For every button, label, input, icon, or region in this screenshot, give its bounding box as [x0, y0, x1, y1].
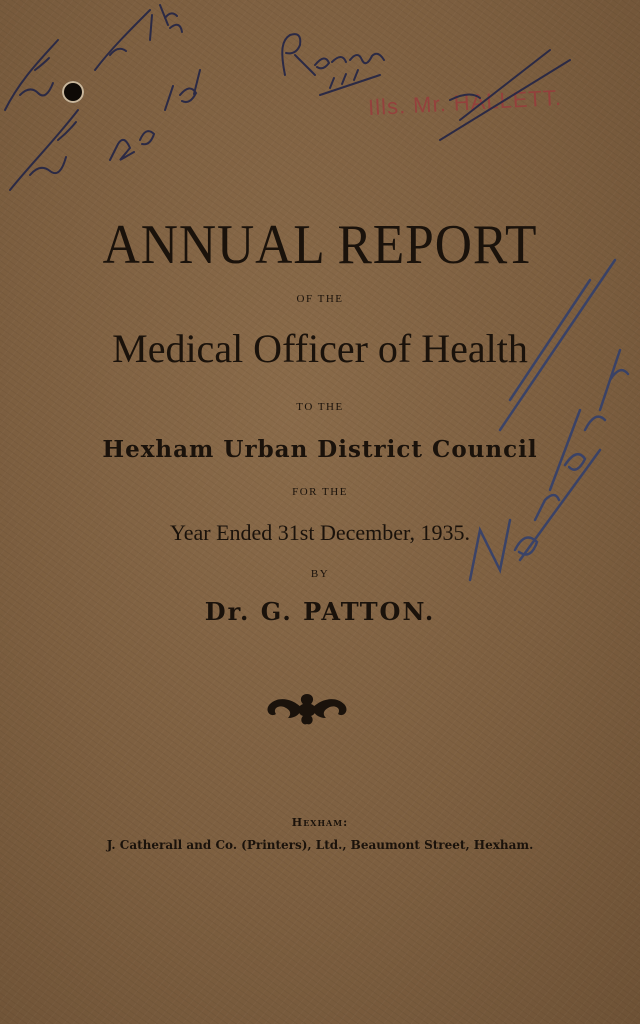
council-name: Hexham Urban District Council	[102, 436, 538, 463]
pencil-strike-top-right	[430, 40, 580, 150]
report-title: ANNUAL REPORT	[102, 214, 538, 276]
publisher-line: J. Catherall and Co. (Printers), Ltd., Beaumont Street, Hexham.	[106, 838, 534, 852]
publisher-place: Hexham:	[291, 816, 349, 829]
to-the-label: TO THE	[296, 401, 344, 413]
handwritten-note-top-left	[0, 0, 220, 210]
hallett-stamp: Ills. Mr. HALLETT.	[367, 84, 563, 121]
ornament-icon	[262, 688, 352, 728]
for-the-label: FOR THE	[292, 486, 348, 498]
report-year: Year Ended 31st December, 1935.	[170, 520, 470, 545]
author-name: Dr. G. PATTON.	[204, 597, 436, 626]
by-label: BY	[310, 568, 330, 580]
officer-title: Medical Officer of Health	[112, 326, 528, 371]
of-the-label: OF THE	[296, 293, 344, 305]
